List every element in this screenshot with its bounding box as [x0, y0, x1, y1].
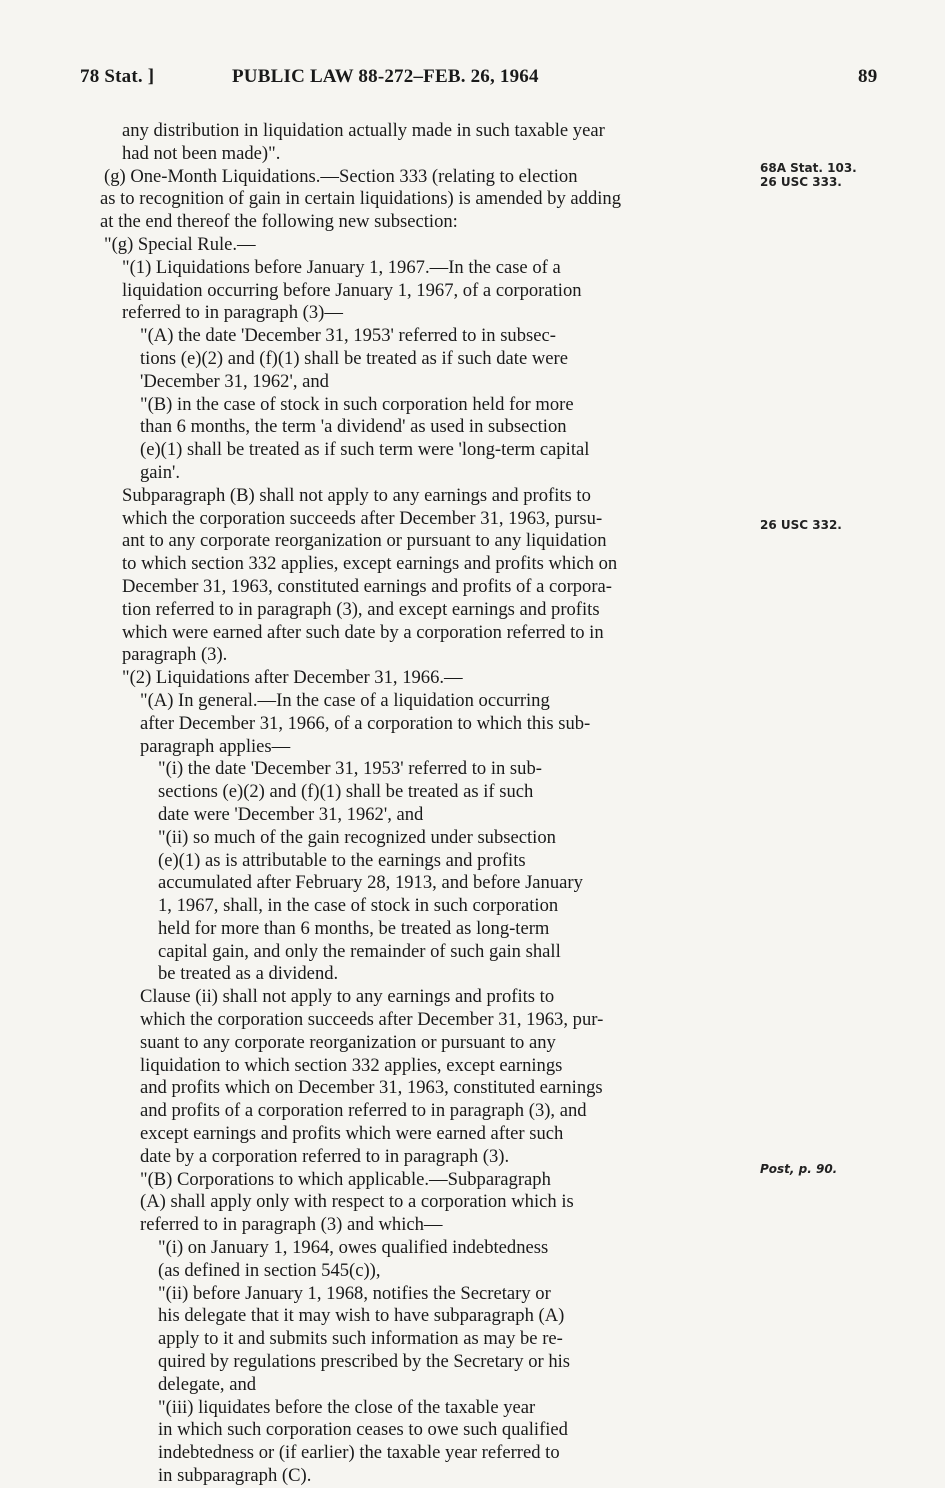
text-line: liquidation occurring before January 1, 1967, of a corporation — [122, 279, 582, 301]
text-line: December 31, 1963, constituted earnings and profits of a corpora- — [122, 575, 612, 597]
text-line: quired by regulations prescribed by the Secretary or his — [158, 1351, 571, 1373]
text-line: paragraph applies— — [140, 735, 291, 757]
text-line: "(ii) before January 1, 1968, notifies the Secretary or — [158, 1282, 551, 1304]
text-line: 1, 1967, shall, in the case of stock in such corporation — [158, 895, 559, 917]
text-line: which the corporation succeeds after December 31, 1963, pursu- — [122, 507, 603, 529]
text-line: and profits of a corporation referred to in paragraph (3), and — [140, 1100, 587, 1122]
text-line: and profits which on December 31, 1963, constituted earnings — [140, 1077, 603, 1099]
text-line: "(A) the date 'December 31, 1953' referred to in subsec- — [140, 325, 556, 347]
margin-note-26-usc-332: 26 USC 332. — [760, 518, 842, 532]
text-line: indebtedness or (if earlier) the taxable year referred to — [158, 1442, 560, 1464]
text-line: capital gain, and only the remainder of such gain shall — [158, 940, 561, 962]
text-line: in subparagraph (C). — [158, 1465, 312, 1487]
text-line: which the corporation succeeds after December 31, 1963, pur- — [140, 1009, 604, 1031]
text-line: (e)(1) as is attributable to the earnings and profits — [158, 849, 526, 871]
text-line: after December 31, 1966, of a corporation to which this sub- — [140, 712, 591, 734]
text-line: date by a corporation referred to in paragraph (3). — [140, 1145, 510, 1167]
text-line: be treated as a dividend. — [158, 963, 339, 985]
text-line: accumulated after February 28, 1913, and before January — [158, 872, 583, 894]
text-line: except earnings and profits which were earned after such — [140, 1123, 564, 1145]
text-line: apply to it and submits such information as may be re- — [158, 1328, 563, 1350]
text-line: date were 'December 31, 1962', and — [158, 803, 424, 825]
text-line: gain'. — [140, 461, 181, 483]
text-line: "(iii) liquidates before the close of the taxable year — [158, 1396, 536, 1418]
text-line: "(ii) so much of the gain recognized under subsection — [158, 826, 556, 848]
statute-text — [100, 120, 740, 1488]
margin-note-post-p90: Post, p. 90. — [760, 1162, 838, 1176]
page-number: 89 — [858, 66, 878, 87]
text-line: "(i) on January 1, 1964, owes qualified indebtedness — [158, 1237, 549, 1259]
text-line: as to recognition of gain in certain liquidations) is amended by adding — [100, 188, 622, 210]
text-line: tion referred to in paragraph (3), and except earnings and profits — [122, 598, 600, 620]
text-line: held for more than 6 months, be treated as long-term — [158, 917, 550, 939]
text-line: "(i) the date 'December 31, 1953' referred to in sub- — [158, 758, 542, 780]
margin-note-68a-stat: 68A Stat. 103. 26 USC 333. — [760, 161, 857, 189]
text-line: liquidation to which section 332 applies, except earnings — [140, 1054, 563, 1076]
text-line: "(B) in the case of stock in such corporation held for more — [140, 393, 574, 415]
text-line: (e)(1) shall be treated as if such term were 'long-term capital — [140, 439, 590, 461]
text-line: (g) One-Month Liquidations.—Section 333 (relating to election — [104, 165, 578, 187]
text-line: "(B) Corporations to which applicable.—Subparagraph — [140, 1168, 551, 1190]
text-line: tions (e)(2) and (f)(1) shall be treated as if such date were — [140, 347, 568, 369]
text-line: "(g) Special Rule.— — [104, 233, 256, 255]
text-line: ant to any corporate reorganization or pursuant to any liquidation — [122, 530, 607, 552]
volume-reference: 78 Stat. ] — [80, 66, 155, 87]
text-line: Subparagraph (B) shall not apply to any earnings and profits to — [122, 484, 591, 506]
text-line: suant to any corporate reorganization or pursuant to any — [140, 1031, 556, 1053]
text-line: had not been made)". — [122, 142, 281, 164]
text-line: which were earned after such date by a corporation referred to in — [122, 621, 604, 643]
text-line: "(A) In general.—In the case of a liquidation occurring — [140, 689, 550, 711]
text-line: delegate, and — [158, 1373, 257, 1395]
page-title: PUBLIC LAW 88-272–FEB. 26, 1964 — [232, 66, 539, 87]
text-line: referred to in paragraph (3)— — [122, 302, 343, 324]
text-line: in which such corporation ceases to owe such qualified — [158, 1419, 568, 1441]
text-line: "(2) Liquidations after December 31, 1966.— — [122, 667, 463, 689]
text-line: paragraph (3). — [122, 644, 228, 666]
text-line: than 6 months, the term 'a dividend' as used in subsection — [140, 416, 567, 438]
text-line: at the end thereof the following new subsection: — [100, 211, 458, 233]
text-line: (as defined in section 545(c)), — [158, 1259, 381, 1281]
text-line: 'December 31, 1962', and — [140, 370, 329, 392]
text-line: referred to in paragraph (3) and which— — [140, 1214, 443, 1236]
text-line: Clause (ii) shall not apply to any earnings and profits to — [140, 986, 555, 1008]
text-line: to which section 332 applies, except earnings and profits which on — [122, 553, 618, 575]
text-line: any distribution in liquidation actually made in such taxable year — [122, 120, 605, 141]
text-line: (A) shall apply only with respect to a corporation which is — [140, 1191, 574, 1213]
text-line: "(1) Liquidations before January 1, 1967.—In the case of a — [122, 256, 561, 278]
text-line: sections (e)(2) and (f)(1) shall be treated as if such — [158, 781, 534, 803]
text-line: his delegate that it may wish to have subparagraph (A) — [158, 1305, 565, 1327]
